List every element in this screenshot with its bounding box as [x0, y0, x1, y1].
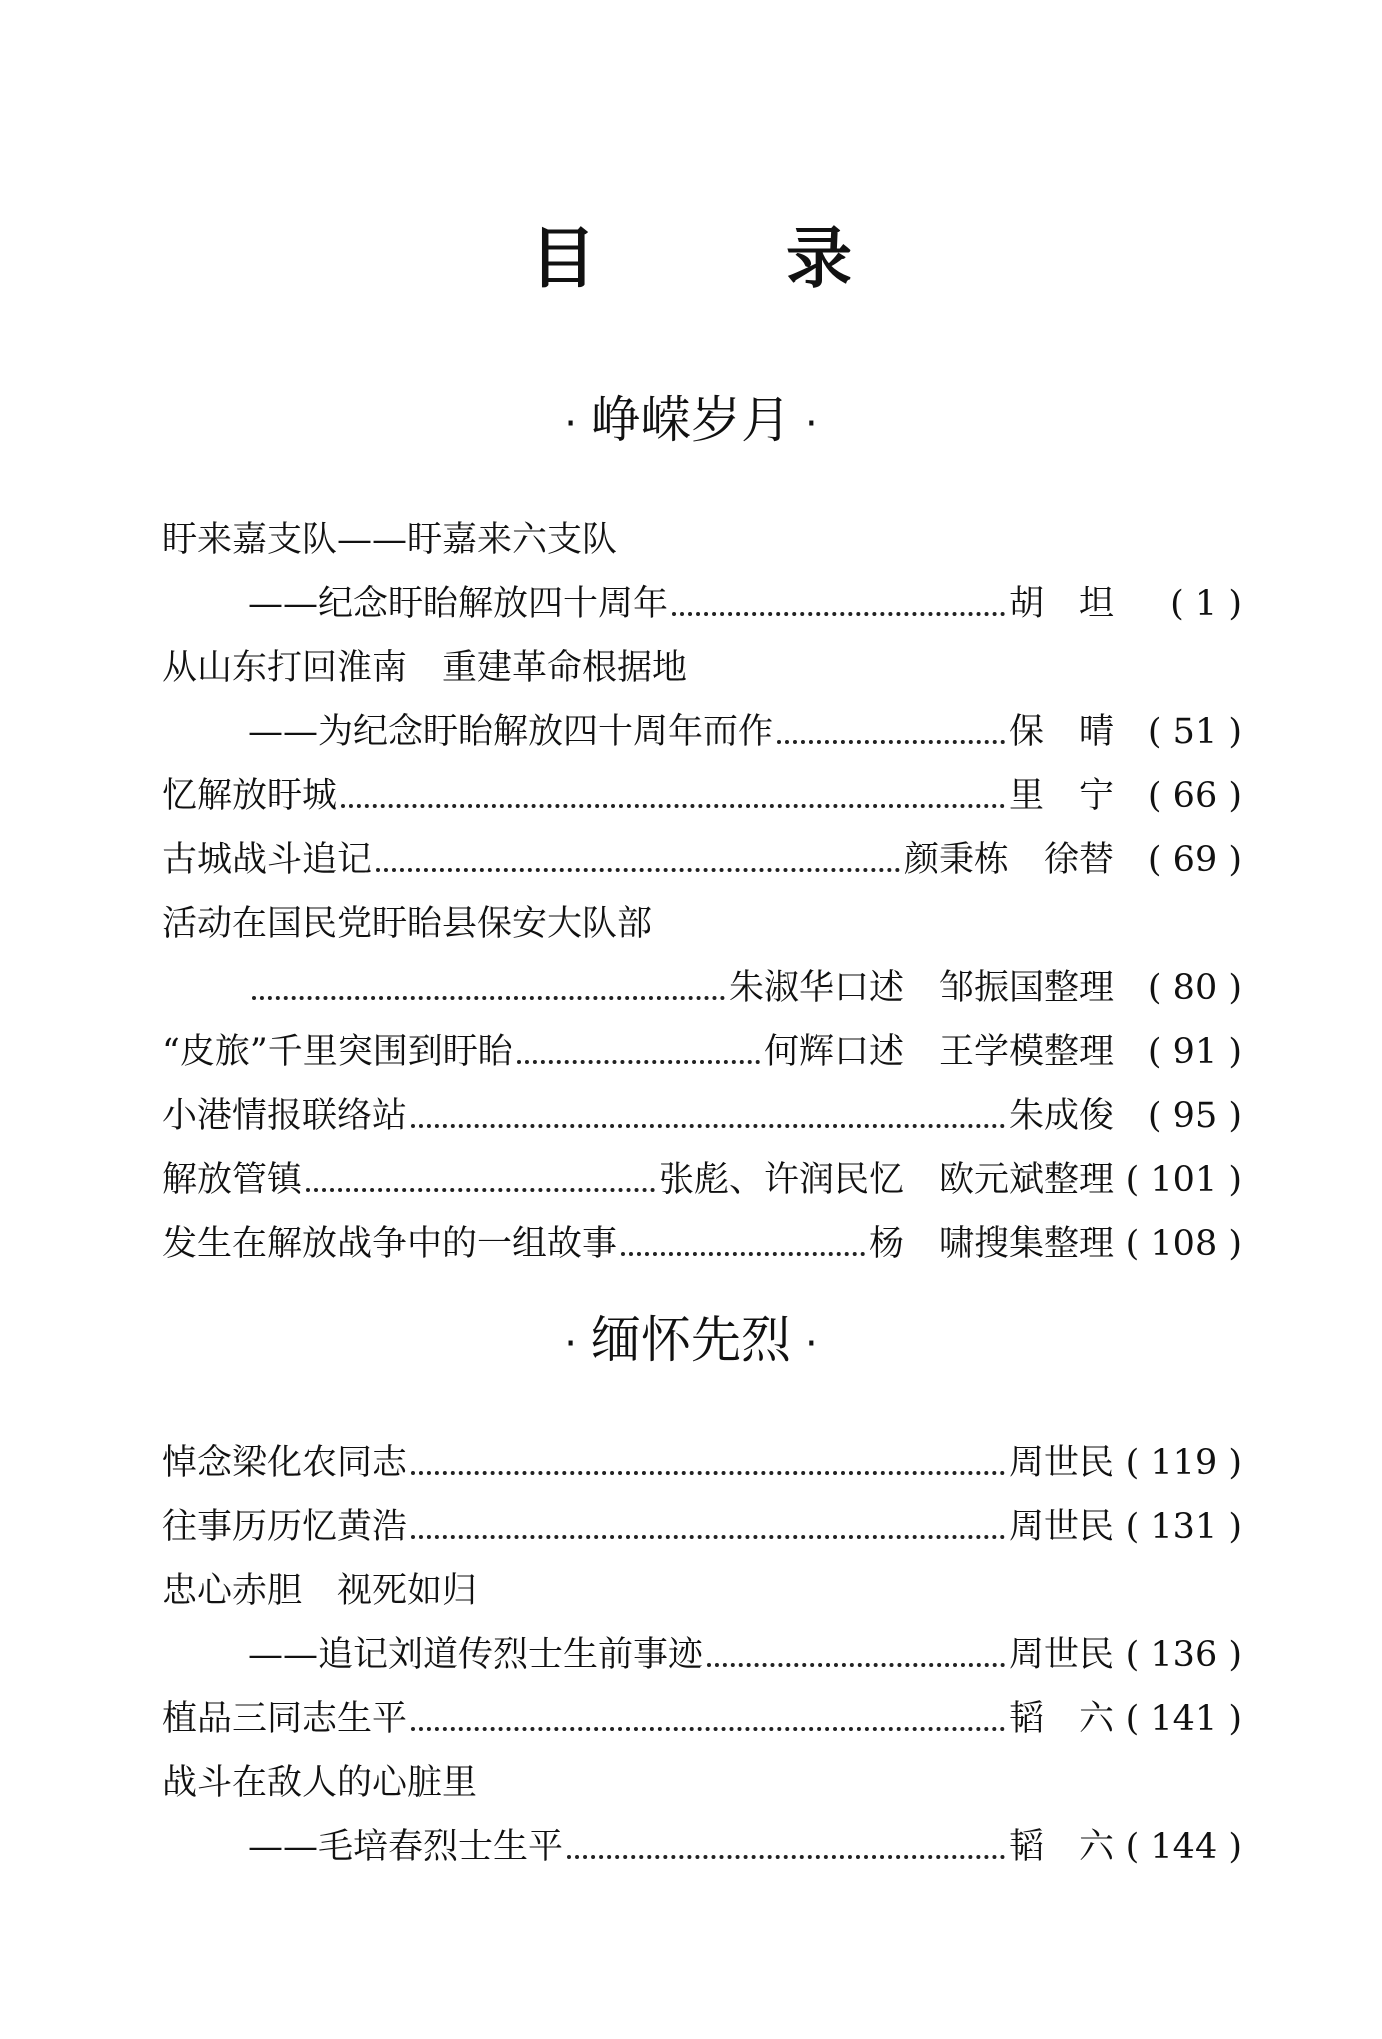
page-title	[0, 205, 1382, 300]
toc-entry-author: 胡 坦	[1008, 584, 1114, 624]
toc-entry-author: 里 宁	[1008, 776, 1114, 816]
toc-entry-title: 往事历历忆黄浩	[162, 1507, 408, 1547]
dot-leader	[252, 996, 725, 1000]
toc-entry-title: 悼念梁化农同志	[162, 1443, 408, 1483]
toc-entry-page: ( 69 )	[1147, 840, 1242, 880]
toc-entry-page: ( 66 )	[1147, 776, 1242, 816]
page-title-char-1: 目	[530, 220, 596, 297]
dot-leader	[621, 1252, 865, 1256]
toc-entry-author: 颜秉栋 徐替	[903, 840, 1114, 880]
toc-entry	[162, 1815, 1242, 1879]
toc-entry-title: 活动在国民党盱眙县保安大队部	[162, 904, 653, 944]
section-heading-2	[0, 1300, 1382, 1372]
toc-entry-title: ——追记刘道传烈士生前事迹	[248, 1635, 704, 1675]
toc-entry	[162, 1084, 1242, 1148]
toc-entry-title: 植品三同志生平	[162, 1699, 408, 1739]
toc-entry	[162, 1431, 1242, 1495]
toc-entry-title: 古城战斗追记	[162, 840, 373, 880]
toc-entry-page: ( 108 )	[1125, 1224, 1242, 1264]
toc-entry-page: ( 80 )	[1147, 968, 1242, 1008]
toc-heading-line	[162, 1559, 1242, 1623]
heading-dot: ·	[805, 1321, 818, 1367]
toc-entry-author: 周世民	[1008, 1507, 1114, 1547]
heading-dot: ·	[564, 401, 577, 447]
toc-entry	[162, 1687, 1242, 1751]
toc-entry-title: 发生在解放战争中的一组故事	[162, 1224, 618, 1264]
toc-entry-page: ( 51 )	[1147, 712, 1242, 752]
toc-section-1	[162, 508, 1242, 1276]
toc-entry	[162, 1148, 1242, 1212]
dot-leader	[376, 868, 900, 872]
toc-entry-title: 忆解放盱城	[162, 776, 338, 816]
dot-leader	[341, 804, 1005, 808]
dot-leader	[411, 1471, 1005, 1475]
heading-dot: ·	[564, 1321, 577, 1367]
toc-entry	[162, 1495, 1242, 1559]
toc-section-2	[162, 1431, 1242, 1879]
toc-heading-line	[162, 1751, 1242, 1815]
page-title-char-2: 录	[786, 220, 852, 297]
toc-entry	[162, 700, 1242, 764]
toc-entry	[162, 956, 1242, 1020]
toc-entry-title: 盱来嘉支队——盱嘉来六支队	[162, 520, 618, 560]
toc-entry-page: ( 119 )	[1125, 1443, 1242, 1483]
toc-heading-line	[162, 636, 1242, 700]
toc-entry-title: 忠心赤胆 视死如归	[162, 1571, 478, 1611]
toc-entry-title: ——毛培春烈士生平	[248, 1827, 564, 1867]
toc-entry-title: 战斗在敌人的心脏里	[162, 1763, 478, 1803]
toc-entry-author: 韬 六	[1008, 1699, 1114, 1739]
toc-entry-title: ——纪念盱眙解放四十周年	[248, 584, 669, 624]
dot-leader	[411, 1124, 1005, 1128]
dot-leader	[777, 740, 1005, 744]
toc-entry-title: “皮旅”千里突围到盱眙	[162, 1032, 513, 1072]
toc-entry-author: 周世民	[1008, 1635, 1114, 1675]
toc-entry-page: ( 144 )	[1125, 1827, 1242, 1867]
toc-entry-page: ( 141 )	[1125, 1699, 1242, 1739]
toc-entry-title: 从山东打回淮南 重建革命根据地	[162, 648, 688, 688]
toc-entry-page: ( 1 )	[1170, 584, 1242, 624]
toc-entry-author: 朱成俊	[1008, 1096, 1114, 1136]
dot-leader	[707, 1663, 1005, 1667]
toc-entry-author: 周世民	[1008, 1443, 1114, 1483]
section-heading-text: 峥嵘岁月	[591, 391, 791, 449]
section-heading-1	[0, 380, 1382, 452]
toc-entry	[162, 1623, 1242, 1687]
toc-entry	[162, 572, 1242, 636]
section-heading-text: 缅怀先烈	[591, 1311, 791, 1369]
dot-leader	[517, 1060, 760, 1064]
toc-entry	[162, 1020, 1242, 1084]
toc-entry-author: 韬 六	[1008, 1827, 1114, 1867]
toc-entry-title: 解放管镇	[162, 1160, 303, 1200]
toc-entry-title: ——为纪念盱眙解放四十周年而作	[248, 712, 774, 752]
toc-entry-author: 张彪、许润民忆 欧元斌整理	[658, 1160, 1114, 1200]
toc-entry-author: 朱淑华口述 邹振国整理	[728, 968, 1114, 1008]
toc-entry-author: 保 晴	[1008, 712, 1114, 752]
toc-entry-author: 杨 啸搜集整理	[868, 1224, 1114, 1264]
dot-leader	[672, 612, 1005, 616]
toc-entry	[162, 828, 1242, 892]
heading-dot: ·	[805, 401, 818, 447]
dot-leader	[567, 1855, 1005, 1859]
dot-leader	[411, 1535, 1005, 1539]
toc-entry-page: ( 136 )	[1125, 1635, 1242, 1675]
toc-heading-line	[162, 892, 1242, 956]
toc-entry-page: ( 95 )	[1147, 1096, 1242, 1136]
toc-entry-author: 何辉口述 王学模整理	[763, 1032, 1114, 1072]
toc-heading-line	[162, 508, 1242, 572]
toc-entry-page: ( 101 )	[1125, 1160, 1242, 1200]
toc-entry	[162, 764, 1242, 828]
toc-entry-page: ( 131 )	[1125, 1507, 1242, 1547]
dot-leader	[411, 1727, 1005, 1731]
toc-entry	[162, 1212, 1242, 1276]
toc-entry-title: 小港情报联络站	[162, 1096, 408, 1136]
dot-leader	[306, 1188, 655, 1192]
toc-entry-page: ( 91 )	[1147, 1032, 1242, 1072]
